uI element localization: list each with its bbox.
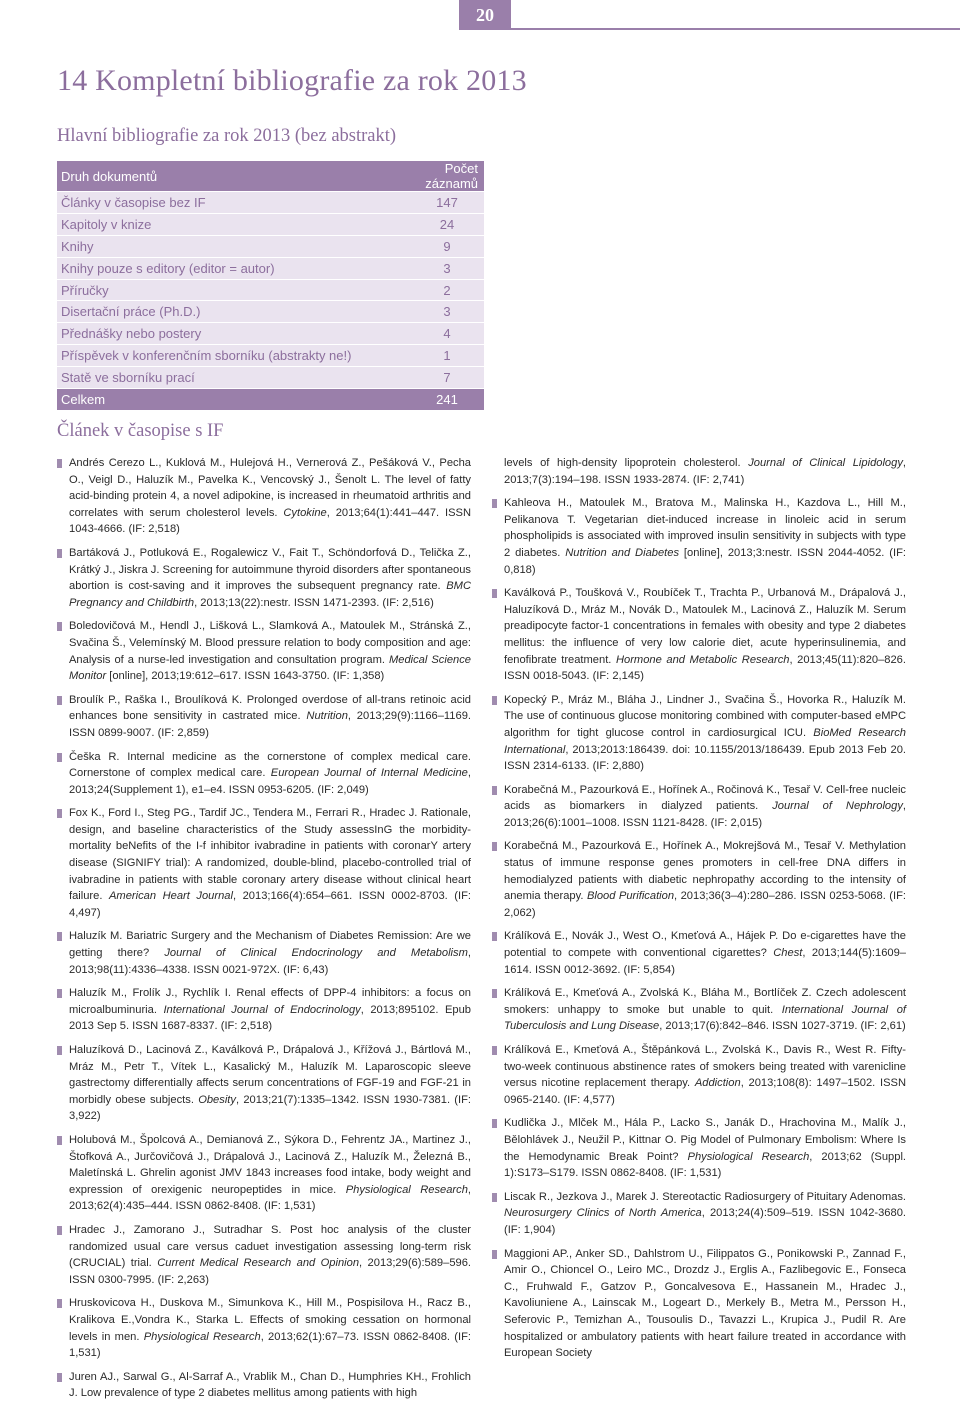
entry-journal: Addiction xyxy=(694,1077,741,1090)
table-row xyxy=(57,301,484,323)
bibliography-entry xyxy=(492,585,906,685)
bullet-marker xyxy=(492,1046,497,1055)
bullet-marker xyxy=(492,696,497,705)
entry-details: , 2013;13(22):nestr. ISSN 1471-2393. (IF: 2,516) xyxy=(194,596,434,609)
entry-citation: Kahleova H., Matoulek M., Bratova M., Malinska H., Kazdova L., Hill M., Pelikanova T. Vegetarian diet-induced increase in linoleic acid in serum phospholipids is associated with improved insulin sensitivity in subjects with type 2 diabetes. xyxy=(504,497,906,559)
row-label: Články v časopise bez IF xyxy=(57,192,412,214)
bibliography-entry xyxy=(492,985,906,1035)
bibliography-entry xyxy=(57,1222,471,1288)
entry-details: , 2013;62 (Suppl. 1):S173–S179. ISSN 0862-8408. (IF: 1,531) xyxy=(504,1150,907,1180)
entry-citation: Andrés Cerezo L., Kuklová M., Hulejová H., Vernerová Z., Pešáková V., Pecha O., Veigl D., Haluzík M., Pavelka K., Vencovský J., Šenolt L. The level of fatty acid-binding protein 4, a novel adipokine, is increased in rheumatoid arthritis and correlates with serum cholesterol levels. xyxy=(69,457,471,519)
row-value: 3 xyxy=(412,257,484,279)
entry-citation: Broulík P., Raška I., Broulíková K. Prolonged overdose of all-trans retinoic acid enhances bone sensitivity in castrated mice. xyxy=(69,693,471,723)
entry-details: , 2013;166(4):654–661. ISSN 0002-8703. (IF: 4,497) xyxy=(69,890,471,919)
entry-text xyxy=(504,1189,906,1239)
bibliography-entry xyxy=(492,838,906,921)
row-label: Knihy pouze s editory (editor = autor) xyxy=(57,257,412,279)
bullet-marker xyxy=(57,1226,62,1235)
entry-citation: Korabečná M., Pazourková E., Hořínek A., Mokrejšová M., Tesař V. Methylation status of immune response genes promoters in cell-free DNA differs in hemodialyzed patients with diabetic nephropathy according to the intensity of anemia therapy. xyxy=(504,840,906,903)
entry-text xyxy=(504,985,906,1035)
entry-text xyxy=(504,585,906,685)
entry-details: [online], 2013;3:nestr. ISSN 2044-4052. (IF: 0,818) xyxy=(504,546,906,576)
bibliography-entry xyxy=(57,1042,471,1125)
entry-text xyxy=(69,1042,471,1125)
entry-journal: International Journal of Tuberculosis and Lung Disease xyxy=(504,1003,907,1033)
row-label: Kapitoly v knize xyxy=(57,213,412,235)
table-total-row xyxy=(57,389,484,411)
entry-citation: Liscak R., Jezkova J., Marek J. Stereotactic Radiosurgery of Pituitary Adenomas. xyxy=(504,1190,906,1203)
entry-citation: Juren AJ., Sarwal G., Al-Sarraf A., Vrablik M., Chan D., Humphries KH., Frohlich J. Low prevalence of type 2 diabetes mellitus among patients with high xyxy=(69,1370,471,1400)
entry-citation: Kopecký P., Mráz M., Bláha J., Lindner J., Svačina Š., Hovorka R., Haluzík M. The use of continuous glucose monitoring combined with computer-based eMPC algorithm for tight glucose control in cardiosurgical ICU. xyxy=(504,693,906,739)
entry-details: , 2013;29(6):589–596. ISSN 0300-7995. (IF: 2,263) xyxy=(69,1257,472,1286)
entry-details: , 2013;36(3–4):280–286. ISSN 0253-5068. (IF: 2,062) xyxy=(504,890,906,919)
entry-journal: Hormone and Metabolic Research xyxy=(615,653,790,666)
bullet-marker xyxy=(492,842,497,851)
entry-text xyxy=(504,1115,906,1181)
bullet-marker xyxy=(57,989,62,998)
row-value: 24 xyxy=(412,213,484,235)
entry-details: , 2013;108(8): 1497–1502. ISSN 0965-2140. (IF: 4,577) xyxy=(504,1077,906,1106)
entry-citation: Hruskovicova H., Duskova M., Simunkova K., Hill M., Pospisilova H., Racz B., Kralikova E.,Vondra K., Starka L. Effects of smoking cessation on hormonal levels in men. xyxy=(69,1297,471,1343)
entry-citation: Kaválková P., Toušková V., Roubíček T., Trachta P., Urbanová M., Drápalová J., Haluzíková D., Mráz M., Novák D., Matoulek M., Lacinová Z., Haluzík M. Serum preadipocyte factor-1 concentrations in females with obesity and type 2 diabetes mellitus: the influence of very low calorie diet, acute hyperinsulinemia, and fenofibrate treatment. xyxy=(504,587,906,666)
bullet-marker xyxy=(57,1046,62,1055)
bullet-marker xyxy=(57,696,62,705)
entry-journal: International Journal of Endocrinology xyxy=(163,1003,361,1016)
entry-details: , 2013;21(7):1335–1342. ISSN 1930-7381. (IF: 3,922) xyxy=(69,1093,471,1123)
entry-text xyxy=(69,1295,471,1361)
row-value: 7 xyxy=(412,367,484,389)
page-number: 20 xyxy=(459,0,511,30)
row-value: 147 xyxy=(412,192,484,214)
table-row xyxy=(57,345,484,367)
bullet-marker xyxy=(57,459,62,468)
entry-details: , 2013;45(11):820–826. ISSN 0018-5043. (IF: 2,145) xyxy=(504,653,906,683)
header-type: Druh dokumentů xyxy=(57,161,412,192)
bullet-marker xyxy=(492,932,497,941)
row-value: 2 xyxy=(412,279,484,301)
entry-citation: Hradec J., Zamorano J., Sutradhar S. Post hoc analysis of the cluster randomized usual care versus caduet investigation assessing long-term risk (CRUCIAL) trial. xyxy=(69,1223,471,1270)
entry-journal: Blood Purification xyxy=(586,890,675,903)
table-row xyxy=(57,213,484,235)
entry-journal: BMC Pregnancy and Childbirth xyxy=(69,580,471,609)
entry-text xyxy=(504,455,906,488)
row-value: 3 xyxy=(412,301,484,323)
entry-text xyxy=(504,1246,906,1362)
entry-citation: Haluzík M. Bariatric Surgery and the Mechanism of Diabetes Remission: Are we getting there? xyxy=(69,930,471,960)
total-value: 241 xyxy=(412,389,484,411)
entry-text xyxy=(504,495,906,578)
entry-details: , 2013;895102. Epub 2013 Sep 5. ISSN 1687-8337. (IF: 2,518) xyxy=(69,1003,471,1033)
entry-text xyxy=(69,1222,471,1288)
entry-details: , 2013;24(4):509–519. ISSN 1042-3680. (IF: 1,904) xyxy=(504,1207,906,1236)
entry-details: , 2013;98(11):4336–4338. ISSN 0021-972X. (IF: 6,43) xyxy=(69,947,471,976)
entry-details: , 2013;144(5):1609–1614. ISSN 0012-3692. (IF: 5,854) xyxy=(504,947,907,976)
entry-citation: Králíková E., Kmeťová A., Štěpánková L., Zvolská K., Davis R., West R. Fifty-two-week continuous abstinence rates of smokers being treated with varenicline versus nicotine replacement therapy. xyxy=(504,1044,906,1090)
entry-citation: Fox K., Ford I., Steg PG., Tardif JC., Tendera M., Ferrari R., Hradec J. Rationale, design, and baseline characteristics of the Study assessInG the morbidity-mortality beNefits of the I-f inhibitor ivabradine in patients with coronarY artery disease (SIGNIFY trial): A randomized, double-blind, placebo-controlled trial of ivabradine in patients with stable coronary artery disease without clinical heart failure. xyxy=(69,807,471,903)
entry-text xyxy=(69,805,471,921)
entry-details: , 2013;7(3):194–198. ISSN 1933-2874. (IF: 2,741) xyxy=(504,457,907,486)
bullet-marker xyxy=(492,786,497,795)
row-label: Statě ve sborníku prací xyxy=(57,367,412,389)
document-count-table xyxy=(57,161,484,411)
bibliography-entry xyxy=(57,455,471,538)
top-rule xyxy=(511,28,960,30)
entry-citation: Češka R. Internal medicine as the cornerstone of complex medical care. Cornerstone of complex medical care. xyxy=(69,750,471,780)
table-row xyxy=(57,192,484,214)
entry-journal: American Heart Journal xyxy=(109,890,233,903)
bullet-marker xyxy=(57,1136,62,1145)
bullet-marker xyxy=(492,589,497,598)
bullet-marker xyxy=(492,1119,497,1128)
entry-journal: Neurosurgery Clinics of North America xyxy=(504,1207,702,1220)
bibliography-column-left xyxy=(57,455,471,1409)
entry-journal: Nutrition and Diabetes xyxy=(565,546,680,559)
entry-details: , 2013;62(1):67–73. ISSN 0862-8408. (IF: 1,531) xyxy=(69,1330,471,1360)
entry-text xyxy=(504,838,906,921)
entry-text xyxy=(69,1132,471,1215)
row-label: Knihy xyxy=(57,235,412,257)
entry-citation: Korabečná M., Pazourková E., Hořínek A., Ročinová K., Tesař V. Cell-free nucleic acids as biomarkers in dialyzed patients. xyxy=(504,783,906,813)
entry-journal: Journal of Nephrology xyxy=(772,800,903,813)
row-label: Příručky xyxy=(57,279,412,301)
bibliography-entry xyxy=(57,928,471,978)
entry-details: , 2013;64(1):441–447. ISSN 1043-4666. (IF: 2,518) xyxy=(69,506,471,536)
entry-journal: Physiological Research xyxy=(687,1150,810,1163)
table-header-row xyxy=(57,161,484,192)
entry-details: , 2013;29(9):1166–1169. ISSN 0899-9007. (IF: 2,859) xyxy=(69,710,471,739)
entry-text xyxy=(69,749,471,799)
entry-citation: levels of high-density lipoprotein cholesterol. xyxy=(504,457,749,469)
bibliography-entry xyxy=(492,782,906,832)
bibliography-entry xyxy=(57,805,471,921)
entry-details: , 2013;26(6):1001–1008. ISSN 1121-8428. (IF: 2,015) xyxy=(504,800,907,829)
entry-citation: Bartáková J., Potluková E., Rogalewicz V., Fait T., Schöndorfová D., Telička Z., Krátký J., Jiskra J. Screening for autoimmune thyroid disorders after spontaneous abortion is cost-saving and it improves the subsequent pregnancy rate. xyxy=(69,546,471,593)
bibliography-entry xyxy=(57,618,471,684)
bullet-marker xyxy=(57,549,62,558)
bibliography-entry xyxy=(57,545,471,611)
entry-text xyxy=(69,455,471,538)
bullet-marker xyxy=(57,932,62,941)
total-label: Celkem xyxy=(57,389,412,411)
table-row xyxy=(57,257,484,279)
entry-journal: BioMed Research International xyxy=(504,726,906,756)
bibliography-entry xyxy=(492,1246,906,1362)
entry-text xyxy=(69,928,471,978)
bibliography-entry xyxy=(57,749,471,799)
bullet-marker xyxy=(57,1373,62,1382)
table-row xyxy=(57,323,484,345)
bibliography-entry xyxy=(492,692,906,775)
entry-details: , 2013;17(6):842–846. ISSN 1027-3719. (IF: 2,61) xyxy=(659,1020,906,1033)
entry-journal: Cytokine xyxy=(283,506,327,519)
bibliography-entry xyxy=(492,1189,906,1239)
table-row xyxy=(57,367,484,389)
entry-journal: Chest xyxy=(773,947,803,960)
entry-text xyxy=(69,618,471,684)
entry-details: , 2013;24(Supplement 1), e1–e4. ISSN 0953-6205. (IF: 2,049) xyxy=(69,767,471,796)
bibliography-entry xyxy=(492,495,906,578)
entry-citation: Králíková E., Novák J., West O., Kmeťová A., Hájek P. Do e-cigarettes have the potential to compete with conventional cigarettes? xyxy=(504,930,906,960)
entry-details: [online], 2013;19:612–617. ISSN 1643-3750. (IF: 1,358) xyxy=(106,670,385,683)
row-value: 4 xyxy=(412,323,484,345)
entry-citation: Haluzík M., Frolík J., Rychlík I. Renal effects of DPP-4 inhibitors: a focus on microalbuminuria. xyxy=(69,987,471,1016)
entry-journal: Obesity xyxy=(198,1093,236,1106)
entry-text xyxy=(69,692,471,742)
entry-citation: Maggioni AP., Anker SD., Dahlstrom U., Filippatos G., Ponikowski P., Zannad F., Amir O., Chioncel O., Leiro MC., Drozdz J., Erglis A., Fazlibegovic E., Fonseca C., Fruhwald F., Gatzov P., Goncalvesova E., Hassanein M., Hradec J., Kavoliuniene A., Lainscak M., Logeart D., Merkely B., Metra M., Persson H., Seferovic P., Temizhan A., Tousoulis D., Tavazzi L., Krupica J., Pudil R. Are hospitalized or ambulatory patients with heart failure treated in accordance with European Society xyxy=(504,1247,906,1360)
bibliography-entry xyxy=(57,692,471,742)
entry-citation: Boledovičová M., Hendl J., Lišková L., Slamková A., Matoulek M., Stránská Z., Svačina Š., Velemínský M. Blood pressure relation to body composition and age: Analysis of a nurse-led investigation and consultation program. xyxy=(69,620,471,666)
row-value: 1 xyxy=(412,345,484,367)
bullet-marker xyxy=(492,499,497,508)
entry-text xyxy=(504,782,906,832)
bullet-marker xyxy=(492,1250,497,1259)
bibliography-entry xyxy=(492,1115,906,1181)
bullet-marker xyxy=(492,989,497,998)
entry-citation: Kudlička J., Mlček M., Hála P., Lacko S., Janák D., Hrachovina M., Malík J., Bělohlávek J., Neužil P., Kittnar O. Pig Model of Pulmonary Embolism: Where Is the Hemodynamic Break Point? xyxy=(504,1117,906,1163)
table-heading: Hlavní bibliografie za rok 2013 (bez abstrakt) xyxy=(57,126,397,146)
entry-journal: Medical Science Monitor xyxy=(69,653,471,683)
entry-text xyxy=(504,692,906,775)
entry-citation: Haluzíková D., Lacinová Z., Kaválková P., Drápalová J., Křížová J., Bártlová M., Mráz M., Petr T., Vítek L., Kasalický M., Haluzík M. Laparoscopic sleeve gastrectomy differentially affects serum concentrations of FGF-19 and FGF-21 in morbidly obese subjects. xyxy=(69,1044,471,1106)
bibliography-entry xyxy=(57,1132,471,1215)
entry-text xyxy=(504,928,906,978)
entry-journal: Physiological Research xyxy=(345,1183,468,1196)
entry-text xyxy=(504,1042,906,1108)
bullet-marker xyxy=(57,622,62,631)
entry-journal: Physiological Research xyxy=(143,1330,261,1343)
bullet-marker xyxy=(57,753,62,762)
entry-journal: Journal of Clinical Lipidology xyxy=(748,457,903,469)
bibliography-column-right xyxy=(492,455,906,1369)
bibliography-entry-continuation xyxy=(492,455,906,488)
entry-journal: Nutrition xyxy=(306,710,348,723)
page-title: 14 Kompletní bibliografie za rok 2013 xyxy=(57,64,527,97)
entry-citation: Holubová M., Špolcová A., Demianová Z., Sýkora D., Fehrentz JA., Martinez J., Štofková A., Jurčovičová J., Drápalová J., Lacinová Z., Haluzík M., Železná B., Maletínská L. Ghrelin agonist JMV 1843 increases food intake, body weight and expression of orexigenic neuropeptides in mice. xyxy=(69,1133,471,1196)
bibliography-entry xyxy=(492,1042,906,1108)
bibliography-entry xyxy=(492,928,906,978)
entry-citation: Králíková E., Kmeťová A., Zvolská K., Bláha M., Bortlíček Z. Czech adolescent smokers: unhappy to smoke but unable to quit. xyxy=(504,987,906,1016)
row-label: Disertační práce (Ph.D.) xyxy=(57,301,412,323)
section-heading: Článek v časopise s IF xyxy=(57,421,224,441)
row-label: Přednášky nebo postery xyxy=(57,323,412,345)
bullet-marker xyxy=(57,809,62,818)
entry-journal: European Journal of Internal Medicine xyxy=(270,767,468,780)
entry-journal: Journal of Clinical Endocrinology and Metabolism xyxy=(164,947,468,960)
entry-journal: Current Medical Research and Opinion xyxy=(157,1257,360,1270)
entry-text xyxy=(69,985,471,1035)
table-row xyxy=(57,279,484,301)
row-value: 9 xyxy=(412,235,484,257)
bullet-marker xyxy=(492,1193,497,1202)
header-count: Počet záznamů xyxy=(412,161,484,192)
table-row xyxy=(57,235,484,257)
bibliography-entry xyxy=(57,985,471,1035)
entry-details: , 2013;62(4):435–444. ISSN 0862-8408. (IF: 1,531) xyxy=(69,1183,472,1213)
entry-details: , 2013;2013:186439. doi: 10.1155/2013/186439. Epub 2013 Feb 20. ISSN 2314-6133. (IF: 2,880) xyxy=(504,743,906,773)
bibliography-entry xyxy=(57,1369,471,1402)
bullet-marker xyxy=(57,1299,62,1308)
row-label: Příspěvek v konferenčním sborníku (abstrakty ne!) xyxy=(57,345,412,367)
entry-text xyxy=(69,1369,471,1402)
entry-text xyxy=(69,545,471,611)
bibliography-entry xyxy=(57,1295,471,1361)
